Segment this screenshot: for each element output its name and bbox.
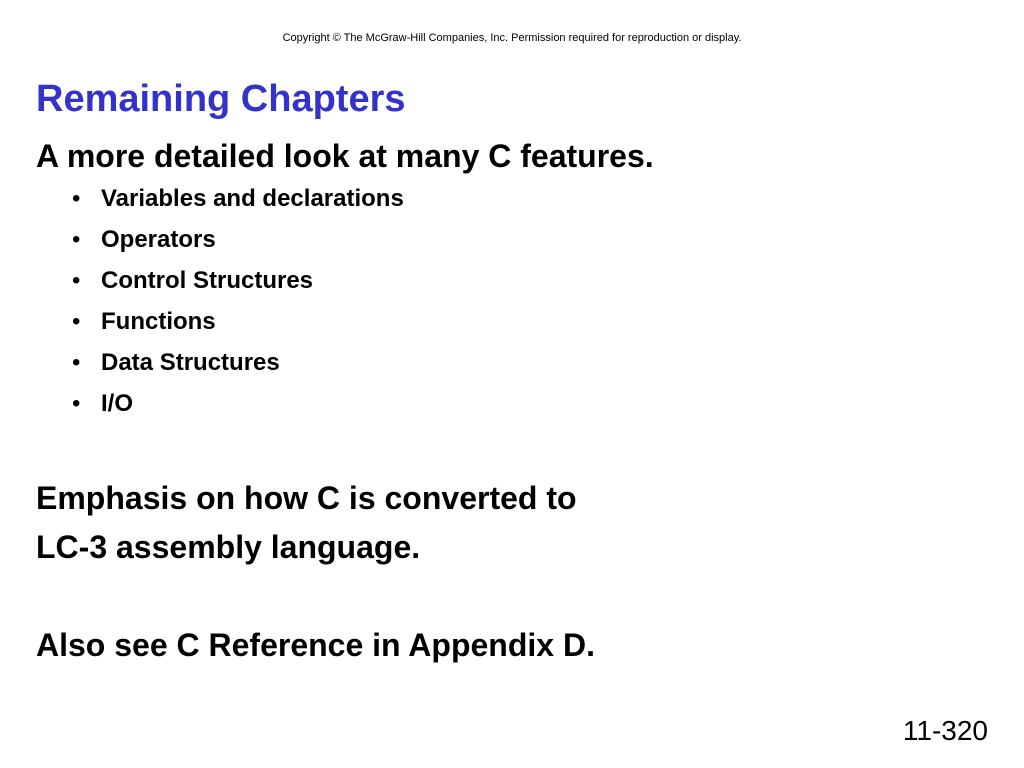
emphasis-text-line-1: Emphasis on how C is converted to [36, 480, 577, 516]
list-item [72, 178, 404, 219]
list-item [72, 301, 404, 342]
list-item-label: I/O [101, 390, 134, 417]
reference-text: Also see C Reference in Appendix D. [36, 627, 595, 663]
list-item [72, 342, 404, 383]
page-number: 11-320 [902, 715, 988, 746]
list-item-label: Control Structures [101, 267, 314, 294]
list-item [72, 383, 404, 424]
emphasis-text-line-2: LC-3 assembly language. [36, 529, 421, 565]
bullet-icon: • [72, 308, 81, 335]
bullet-icon: • [72, 267, 81, 294]
list-item-label: Functions [101, 308, 216, 335]
bullet-icon: • [72, 390, 81, 417]
list-item-label: Data Structures [101, 349, 280, 376]
bullet-icon: • [72, 349, 81, 376]
slide-title: Remaining Chapters [36, 78, 406, 120]
bullet-icon: • [72, 185, 81, 212]
list-item-label: Variables and declarations [101, 185, 404, 212]
list-item [72, 219, 404, 260]
list-item-label: Operators [101, 226, 216, 253]
intro-text: A more detailed look at many C features. [36, 138, 654, 174]
copyright-notice: Copyright © The McGraw-Hill Companies, Inc. Permission required for reproduction or display. [282, 32, 742, 44]
topic-list [72, 178, 404, 424]
list-item [72, 260, 404, 301]
bullet-icon: • [72, 226, 81, 253]
